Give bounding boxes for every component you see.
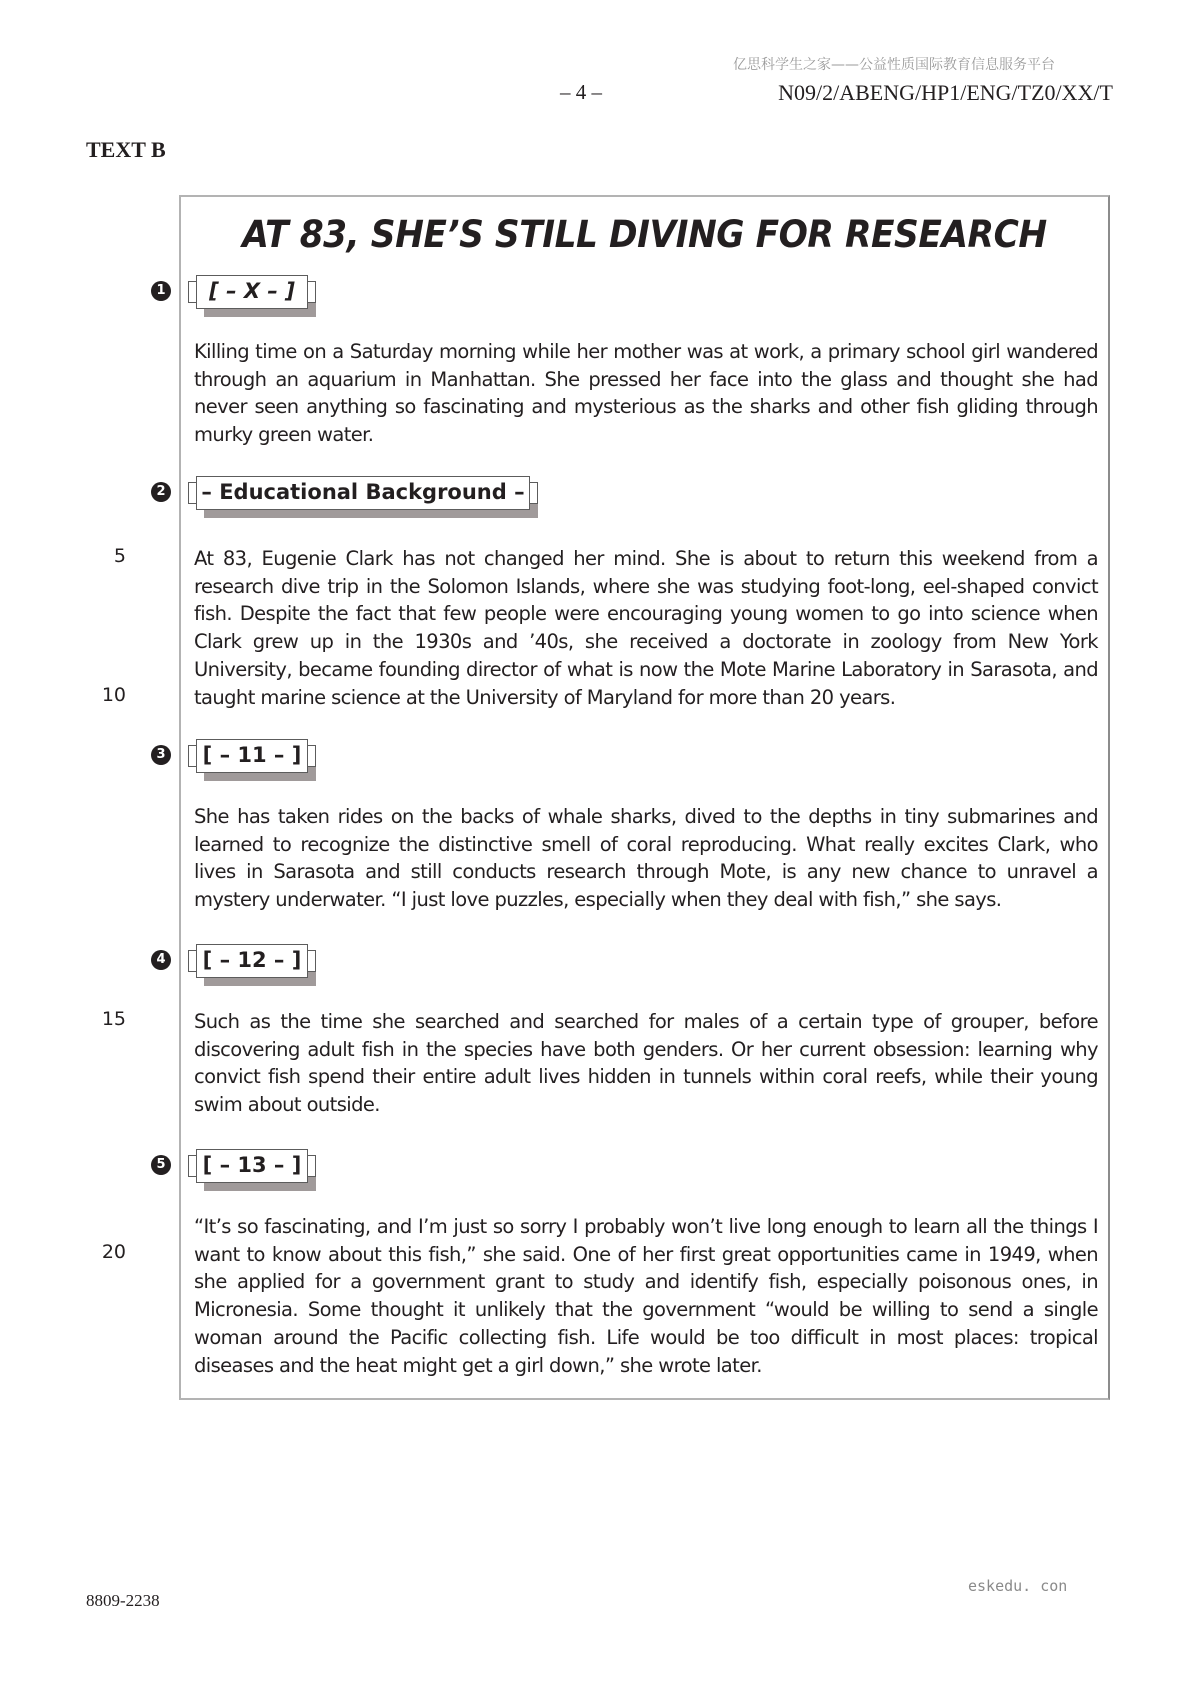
line-number: 10 [101,684,126,706]
section-marker-1-icon: 1 [151,281,171,301]
heading-notch-right [308,950,316,972]
heading-notch-left [188,281,196,303]
section-heading-4 [196,944,308,978]
paragraph-1: Killing time on a Saturday morning while her mother was at work, a primary school girl wandered through an aquarium in Manhattan. She pressed her face into the glass and thought she had never seen anything so fascinating and mysterious as the sharks and other fish gliding through murky green water. [194,340,1098,447]
section-heading-3 [196,739,308,773]
section-heading-label: [ – 12 – ] [202,948,302,972]
line-number: 5 [113,545,126,567]
paragraph-5: “It’s so fascinating, and I’m just so sorry I probably won’t live long enough to learn all the things I want to know about this fish,” she said. One of her first great opportunities came in 1949, when she applied for a government grant to study and identify fish, especially poisonous ones, in Micronesia. Some thought it unlikely that the government “would be willing to send a single woman around the Pacific collecting fish. Life would be too difficult in most places: tropical diseases and the heat might get a girl down,” she wrote later. [194,1215,1098,1377]
heading-notch-right [308,745,316,767]
section-heading-5 [196,1149,308,1183]
heading-notch-right [530,482,538,504]
heading-notch-left [188,950,196,972]
heading-notch-left [188,745,196,767]
document-code: N09/2/ABENG/HP1/ENG/TZ0/XX/T [778,80,1113,105]
section-heading-label: [ – 11 – ] [202,743,302,767]
line-number: 15 [101,1008,126,1030]
section-marker-5-icon: 5 [151,1155,171,1175]
section-heading-label: [ – X – ] [209,279,295,303]
section-heading-1 [196,275,308,309]
heading-notch-right [308,1155,316,1177]
footer-watermark: eskedu. con [968,1577,1068,1595]
text-label: TEXT B [86,137,166,162]
paragraph-4: Such as the time she searched and searched for males of a certain type of grouper, before discovering adult fish in the species have both genders. Or her current obsession: learning why convict fish spend their entire adult lives hidden in tunnels within coral reefs, while their young swim about outside. [194,1010,1098,1117]
line-number: 20 [101,1241,126,1263]
paragraph-3: She has taken rides on the backs of whale sharks, dived to the depths in tiny submarines and learned to recognize the distinctive smell of coral reproducing. What really excites Clark, who lives in Sarasota and still conducts research through Mote, is any new chance to unravel a mystery underwater. “I just love puzzles, especially when they deal with fish,” she says. [194,805,1098,912]
heading-notch-left [188,1155,196,1177]
section-heading-label: – Educational Background – [201,480,525,504]
paragraph-2: At 83, Eugenie Clark has not changed her mind. She is about to return this weekend from a research dive trip in the Solomon Islands, where she was studying foot-long, eel-shaped convict fish. Despite the fact that few people were encouraging young women to go into science when Clark grew up in the 1930s and ’40s, she received a doctorate in zoology from New York University, became founding director of what is now the Mote Marine Laboratory in Sarasota, and taught marine science at the University of Maryland for more than 20 years. [194,547,1098,709]
heading-notch-left [188,482,196,504]
section-marker-2-icon: 2 [151,482,171,502]
section-marker-4-icon: 4 [151,950,171,970]
heading-notch-right [308,281,316,303]
article-headline: AT 83, SHE’S STILL DIVING FOR RESEARCH [242,213,1047,256]
footer-code: 8809-2238 [86,1591,160,1610]
section-heading-label: [ – 13 – ] [202,1153,302,1177]
watermark-top: 亿思科学生之家——公益性质国际教育信息服务平台 [733,57,1055,73]
page-number: – 4 – [560,80,602,104]
section-heading-2 [196,476,530,510]
section-marker-3-icon: 3 [151,745,171,765]
